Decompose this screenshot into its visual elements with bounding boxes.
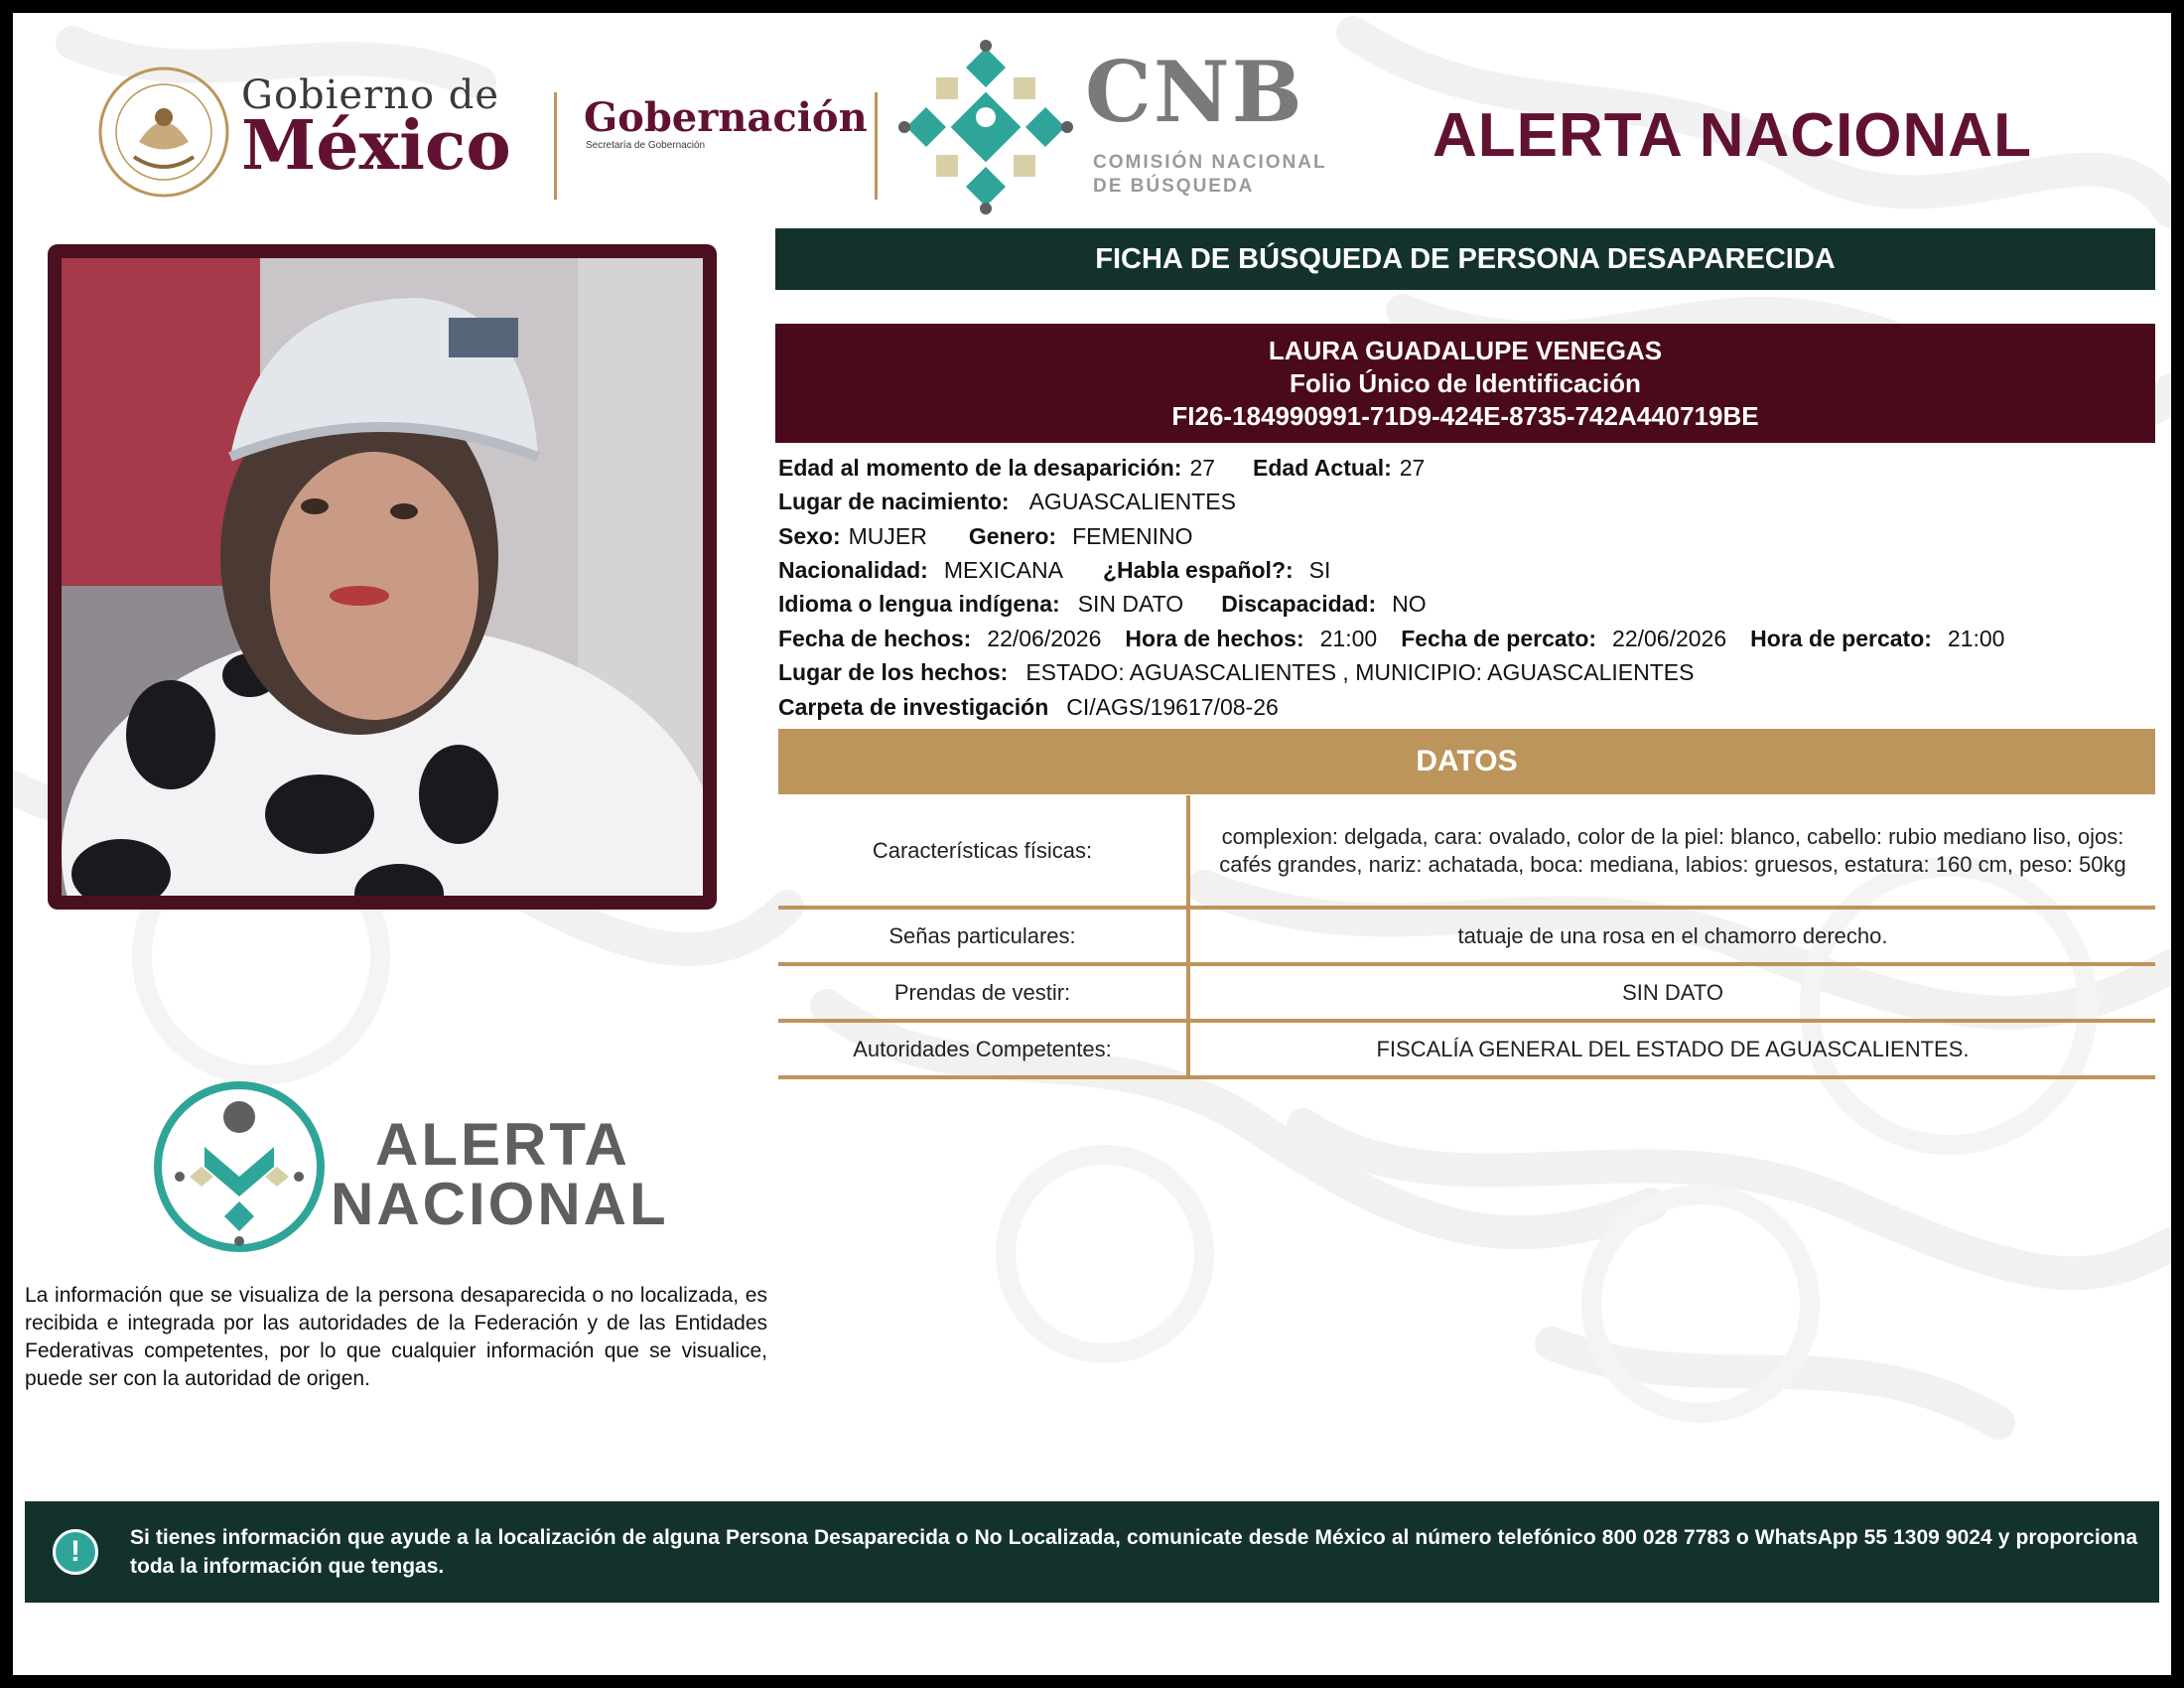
lugar-hechos-value: ESTADO: AGUASCALIENTES , MUNICIPIO: AGUASCALIENTES — [1025, 659, 1695, 685]
row-value: tatuaje de una rosa en el chamorro derecho. — [1457, 922, 1888, 948]
footer-banner — [25, 1501, 2159, 1603]
footer-text: Si tienes información que ayude a la localización de alguna Persona Desaparecida o No Localizada, comunicate desde México al número telefónico 800 028 7783 o WhatsApp 55 1309 9024 y proporciona toda la información que tengas. — [130, 1526, 2137, 1578]
info-carpeta — [778, 692, 1316, 722]
row-value: FISCALÍA GENERAL DEL ESTADO DE AGUASCALIENTES. — [1376, 1036, 1970, 1061]
gobernacion-label: Gobernación — [584, 94, 868, 141]
disclaimer-text: La información que se visualiza de la persona desaparecida o no localizada, es recibida e integrada por las autoridades de la Federación y de las Entidades Federativas competentes, por lo que cualquier información que se visualice, puede ser con la autoridad de origen. — [25, 1284, 767, 1390]
info-sexo — [778, 521, 1230, 551]
info-lugar-nac — [778, 487, 1274, 516]
idioma-label: Idioma o lengua indígena: — [778, 591, 1060, 617]
info-fechas — [778, 624, 2042, 653]
alerta-logo-line2: NACIONAL — [331, 1171, 669, 1237]
hora-percato-label: Hora de percato: — [1750, 626, 1932, 651]
lugar-hechos-label: Lugar de los hechos: — [778, 659, 1009, 685]
row-value: SIN DATO — [1622, 979, 1723, 1005]
divider — [554, 92, 557, 200]
discapacidad-value: NO — [1392, 591, 1427, 617]
idioma-value: SIN DATO — [1077, 591, 1184, 617]
gobernacion-sublabel: Secretaría de Gobernación — [586, 140, 706, 151]
hora-hechos-label: Hora de hechos: — [1125, 626, 1304, 651]
folio-value: FI26-184990991-71D9-424E-8735-742A440719BE — [1171, 400, 1759, 431]
table-row — [778, 1023, 2155, 1079]
seal-icon — [94, 63, 233, 202]
cnb-logo-icon — [896, 38, 1075, 216]
cnb-subtitle-1: COMISIÓN NACIONAL — [1093, 152, 1327, 173]
folio-label: Folio Único de Identificación — [1290, 367, 1641, 398]
nacionalidad-label: Nacionalidad: — [778, 557, 928, 583]
table-row — [778, 910, 2155, 966]
hora-hechos-value: 21:00 — [1319, 626, 1378, 651]
photo-frame — [48, 244, 717, 910]
fecha-percato-label: Fecha de percato: — [1401, 626, 1597, 651]
info-idioma — [778, 589, 1464, 619]
person-banner — [775, 324, 2155, 443]
sexo-value: MUJER — [848, 523, 927, 549]
fecha-hechos-label: Fecha de hechos: — [778, 626, 972, 651]
sexo-label: Sexo: — [778, 523, 841, 549]
carpeta-value: CI/AGS/19617/08-26 — [1066, 694, 1279, 720]
info-nacionalidad — [778, 555, 1368, 585]
habla-value: SI — [1308, 557, 1331, 583]
nacionalidad-value: MEXICANA — [943, 557, 1063, 583]
alerta-logo-line1: ALERTA — [375, 1111, 630, 1178]
discapacidad-label: Discapacidad: — [1221, 591, 1377, 617]
edad-desap-value: 27 — [1189, 455, 1216, 481]
datos-table — [778, 795, 2155, 1079]
mexico-label: México — [241, 106, 511, 186]
fecha-hechos-value: 22/06/2026 — [987, 626, 1102, 651]
row-label: Prendas de vestir: — [778, 966, 1190, 1019]
fecha-percato-value: 22/06/2026 — [1612, 626, 1727, 651]
carpeta-label: Carpeta de investigación — [778, 694, 1049, 720]
hora-percato-value: 21:00 — [1947, 626, 2005, 651]
row-value: complexion: delgada, cara: ovalado, color de la piel: blanco, cabello: rubio mediano liso, ojos: cafés grandes, nariz: achatada, boca: mediana, labios: gruesos, estatura: 160 cm, peso: 50kg — [1219, 823, 2126, 877]
cnb-wordmark: CNB — [1085, 43, 1304, 141]
lugar-nac-value: AGUASCALIENTES — [1028, 489, 1236, 514]
habla-label: ¿Habla español?: — [1102, 557, 1294, 583]
lugar-nac-label: Lugar de nacimiento: — [778, 489, 1010, 514]
gobierno-label: Gobierno de — [241, 72, 500, 118]
alerta-nacional-logo-icon — [150, 1077, 329, 1256]
edad-actual-label: Edad Actual: — [1253, 455, 1392, 481]
exclamation-icon: ! — [53, 1529, 98, 1575]
alert-title: ALERTA NACIONAL — [1433, 101, 2032, 170]
genero-value: FEMENINO — [1072, 523, 1193, 549]
cnb-subtitle-2: DE BÚSQUEDA — [1093, 176, 1255, 197]
ficha-title-banner: FICHA DE BÚSQUEDA DE PERSONA DESAPARECIDA — [775, 228, 2155, 290]
row-label: Señas particulares: — [778, 910, 1190, 962]
alert-document — [13, 13, 2171, 1675]
table-row — [778, 795, 2155, 910]
person-name: LAURA GUADALUPE VENEGAS — [1268, 335, 1663, 365]
info-edad — [778, 453, 1462, 483]
divider — [875, 92, 878, 200]
row-label: Autoridades Competentes: — [778, 1023, 1190, 1075]
edad-actual-value: 27 — [1399, 455, 1426, 481]
row-label: Características físicas: — [778, 795, 1190, 906]
info-lugar-hechos — [778, 657, 1731, 687]
person-photo — [62, 258, 703, 896]
datos-banner: DATOS — [778, 729, 2155, 794]
edad-desap-label: Edad al momento de la desaparición: — [778, 455, 1182, 481]
genero-label: Genero: — [968, 523, 1057, 549]
table-row — [778, 966, 2155, 1023]
